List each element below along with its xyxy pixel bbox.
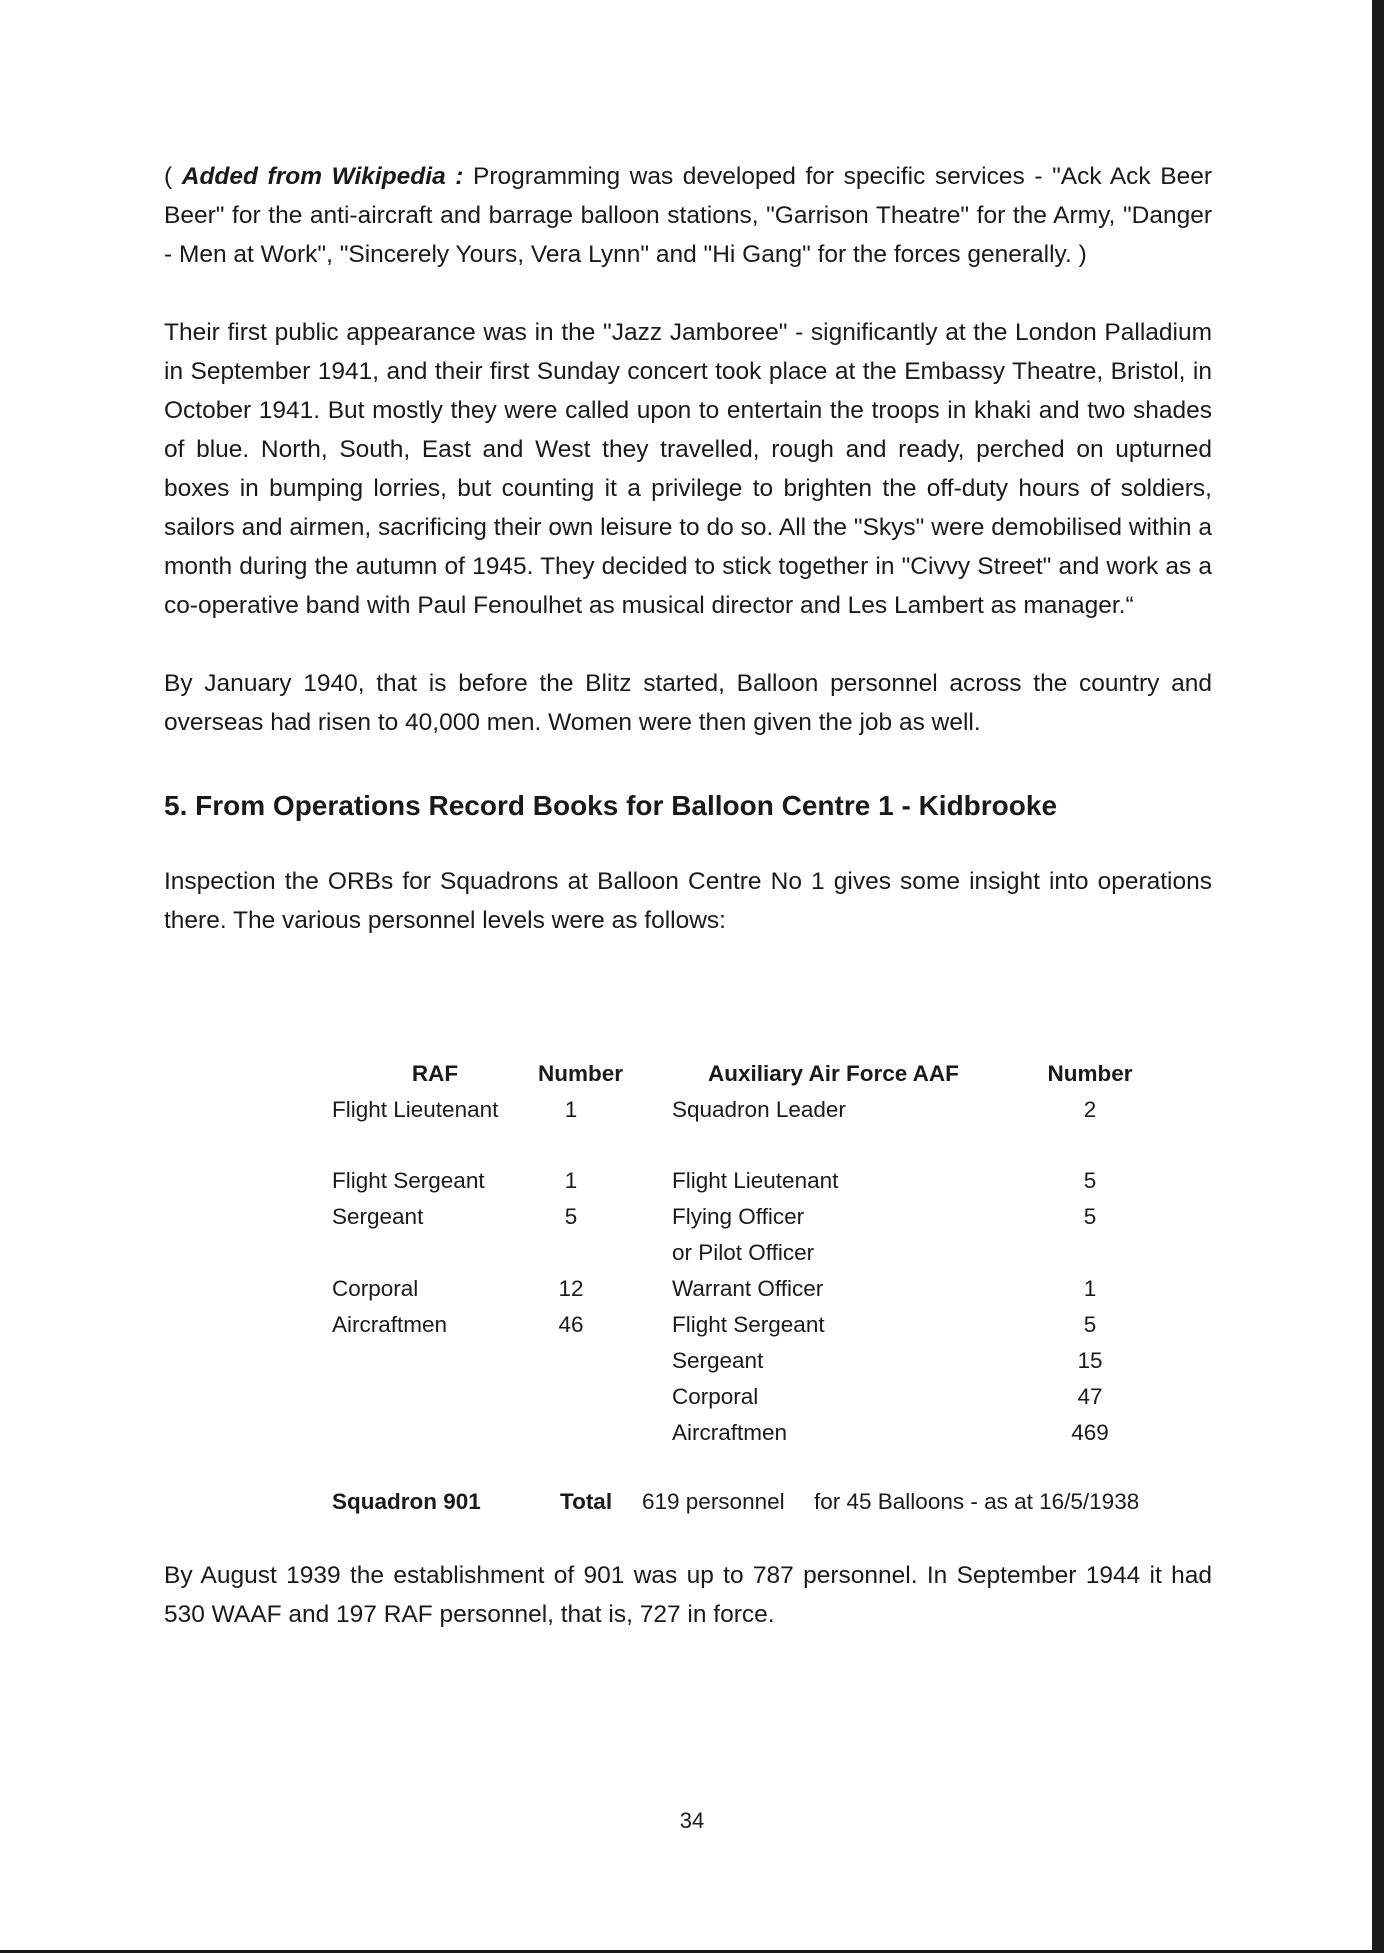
raf-number-column-header: Number: [538, 1061, 624, 1086]
closing-paragraph: By August 1939 the establishment of 901 was up to 787 personnel. In September 1944 it had 530 WAAF and 197 RAF personnel, that is, 727 in force.: [164, 1562, 1212, 1628]
raf-count: 1: [564, 1097, 578, 1122]
raf-rank: Flight Sergeant: [332, 1168, 485, 1193]
raf-column-header: RAF: [411, 1061, 459, 1086]
table-row: [332, 1379, 1172, 1415]
table-header-row: [332, 1056, 1172, 1092]
orb-paragraph: Inspection the ORBs for Squadrons at Balloon Centre No 1 gives some insight into operations there. The various personnel levels were as follows:: [164, 868, 1212, 934]
aaf-number-column-header: Number: [1047, 1061, 1133, 1086]
table-row: [332, 1092, 1172, 1128]
page-edge-right: [1372, 0, 1384, 1953]
aaf-count: 2: [1083, 1097, 1097, 1122]
table-row: [332, 1199, 1172, 1235]
wikipedia-note-paragraph: [164, 157, 1212, 274]
aaf-count: 1: [1083, 1276, 1097, 1301]
table-row: [332, 1163, 1172, 1199]
aaf-count: 5: [1083, 1168, 1097, 1193]
skyrockets-paragraph: Their first public appearance was in the "Jazz Jamboree" - significantly at the London Palladium in September 1941, and their first Sunday concert took place at the Embassy Theatre, Bristol, in October 1941. But mostly they were called upon to entertain the troops in khaki and two shades of blue. North, South, East and West they travelled, rough and ready, perched on upturned boxes in bumping lorries, but counting it a privilege to brighten the off-duty hours of soldiers, sailors and airmen, sacrificing their own leisure to do so. All the "Skys" were demobilised within a month during the autumn of 1945. They decided to stick together in "Civvy Street" and work as a co-operative band with Paul Fenoulhet as musical director and Les Lambert as manager.“: [164, 319, 1212, 619]
aaf-rank: Aircraftmen: [672, 1420, 788, 1445]
squadron-total-line: [332, 1484, 1232, 1520]
aaf-count: 15: [1077, 1348, 1103, 1373]
raf-rank: Aircraftmen: [332, 1312, 448, 1337]
total-note: for 45 Balloons - as at 16/5/1938: [814, 1489, 1140, 1514]
raf-count: 12: [558, 1276, 584, 1301]
total-label: Total: [560, 1489, 613, 1514]
aaf-rank: Flight Sergeant: [672, 1312, 825, 1337]
aaf-rank: Sergeant: [672, 1348, 764, 1373]
wikipedia-label: Added from Wikipedia :: [181, 163, 464, 190]
squadron-name: Squadron 901: [332, 1489, 481, 1514]
raf-rank: Sergeant: [332, 1204, 424, 1229]
table-spacer: [332, 1128, 1172, 1163]
aaf-count: 469: [1071, 1420, 1109, 1445]
aaf-rank: Flight Lieutenant: [672, 1168, 839, 1193]
raf-count: 1: [564, 1168, 578, 1193]
table-row: [332, 1235, 1172, 1271]
wikipedia-note-text: Programming was developed for specific services - "Ack Ack Beer Beer" for the anti-aircraft and barrage balloon stations, "Garrison Theatre" for the Army, "Danger - Men at Work", "Sincerely Yours, Vera Lynn" and "Hi Gang" for the forces generally. ): [164, 163, 1213, 268]
aaf-column-header: Auxiliary Air Force AAF: [708, 1061, 959, 1086]
aaf-count: 47: [1077, 1384, 1103, 1409]
section-heading: 5. From Operations Record Books for Balloon Centre 1 - Kidbrooke: [164, 790, 1058, 821]
aaf-rank: Warrant Officer: [672, 1276, 824, 1301]
personnel-table: [332, 1056, 1172, 1451]
body-text: [164, 157, 1212, 940]
raf-count: 5: [564, 1204, 578, 1229]
total-personnel: 619 personnel: [642, 1489, 785, 1514]
aaf-rank: Flying Officer: [672, 1204, 805, 1229]
aaf-rank: or Pilot Officer: [672, 1240, 815, 1265]
table-row: [332, 1415, 1172, 1451]
table-row: [332, 1343, 1172, 1379]
raf-rank: Corporal: [332, 1276, 419, 1301]
table-row: [332, 1307, 1172, 1343]
table-row: [332, 1271, 1172, 1307]
note-open-paren: (: [164, 163, 182, 190]
raf-rank: Flight Lieutenant: [332, 1097, 499, 1122]
aaf-rank: Squadron Leader: [672, 1097, 846, 1122]
page-number: 34: [679, 1808, 705, 1833]
aaf-rank: Corporal: [672, 1384, 759, 1409]
personnel-paragraph: By January 1940, that is before the Blitz started, Balloon personnel across the country and overseas had risen to 40,000 men. Women were then given the job as well.: [164, 670, 1212, 736]
raf-count: 46: [558, 1312, 584, 1337]
aaf-count: 5: [1083, 1312, 1097, 1337]
aaf-count: 5: [1083, 1204, 1097, 1229]
